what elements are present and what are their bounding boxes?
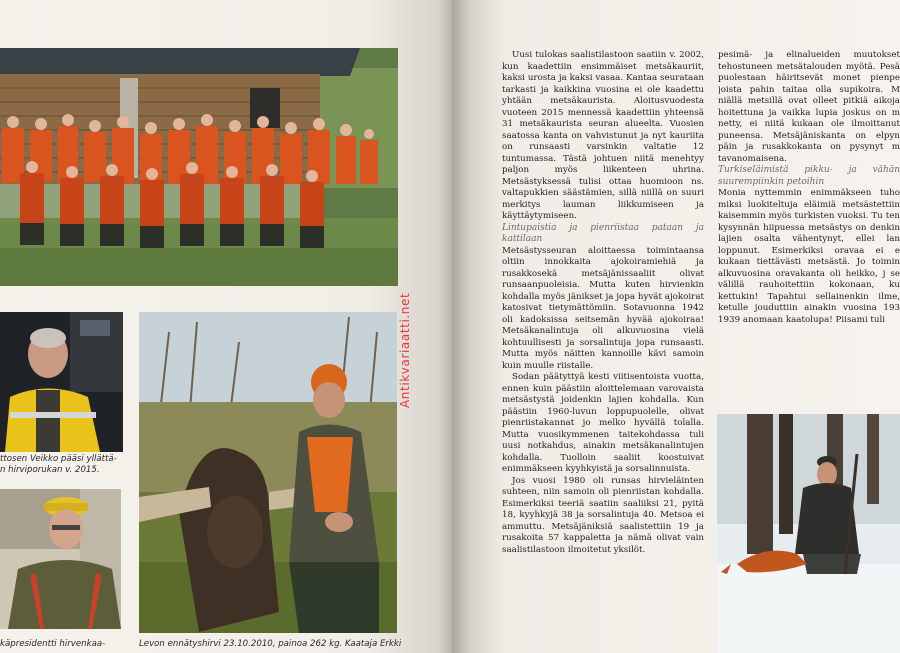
photo-hunting-group — [0, 48, 398, 286]
paragraph-3: Sodan päätyttyä kesti viitisentoista vuotta, ennen kuin päästiin aloittelemaan varovaista metsästystä joidenkin lajien kohdalla. Kun päästiin 1960-luvun loppupuolelle, olivat pienriistakannat jo melko hyvällä tolalla. Mutta vuosikymmenen taitekohdassa tuli uusi notkahdus, ainakin metsäkanalintujen kohdalla. Tuolloin saaliit koostuivat enimmäkseen kyyhkyistä ja sorsalinnuista. — [502, 372, 704, 474]
photo-portrait-presidentti — [0, 489, 121, 629]
caption-veikko: ttosen Veikko pääsi yllättä- — [0, 454, 117, 464]
caption-moose: Levon ennätyshirvi 23.10.2010, painoa 262 kg. Kaataja Erkki — [139, 639, 401, 649]
watermark: Antikvariaatti.net — [398, 292, 412, 408]
subheading-turkiselaimista: Turkiseläimistä pikku- ja vähän suurempiinkin petoihin — [718, 165, 900, 187]
caption-presidentti: käpresidentti hirvenkaa- — [0, 639, 106, 649]
text-column-1 — [502, 50, 704, 653]
text-column-2 — [718, 50, 900, 405]
photo-fox-hunter — [717, 414, 900, 653]
paragraph-1: Uusi tulokas saalistilastoon saatiin v. 2002, kun kaadettiin ensimmäiset metsäkauriit, kaksi urosta ja kaksi vasaa. Kantaa seurataan tarkasti ja kaikkina vuosina ei ole kaadettu yhtään metsäkaurista. Aloitusvuodesta vuoteen 2015 mennessä kaadettiin yhteensä 31 metsäkaurista seuran alueelta. Vuosien saatossa kanta on vahvistunut ja nyt kauriita on runsaasti varsinkin valtatie 12 tuntumassa. Tästä johtuen niitä menehtyy paljon myös liikenteen uhrina. Metsästyksessä tulisi ottaa huomioon ns. valtapukkien säästämien, sillä niillä on suuri merkitys lauman liikkumiseen ja käyttäytymiseen. — [502, 50, 704, 221]
paragraph-col2-1: pesimä- ja elinalueiden muutokset tehostuneen metsätalouden myötä. Pesä puolestaan häiritsevät monet pienpe joista pahin taitaa olla supikoira. M niällä metsillä ovat olleet pitkiä aikoja hoitettuna ja vaikka lupia joskus on m netty, ei niitä kukaan ole ilmoittanut puneensa. Metsäjäniskanta on elpyn päin ja rusakkokanta on pysynyt m tavanomaisena. — [718, 50, 900, 164]
paragraph-2: Metsästysseuran aloittaessa toimintaansa oltiin innokkaita ajokoiramiehiä ja rusakkosekä metsäjänissaaliit olivat runsaanpuoleisia. Mutta kuten hirvienkin kohdalla myös jänikset ja jopa hyvät ajokoirat katosivat tietymättömiin. Sotavuonna 1942 oli kadoksissa seitsemän hyvää ajokoiraa! Metsäkanalintuja oli alkuvuosina vielä kohtuullisesti ja sorsalintuja jopa runsaasti. Mutta myös näitten kannoille kävi samoin kuin muulle riistalle. — [502, 245, 704, 371]
photo-moose-record — [139, 312, 397, 633]
subheading-lintupaistia: Lintupaistia ja pienriistaa pataan ja kattilaan — [502, 222, 704, 244]
photo-portrait-veikko — [0, 312, 123, 452]
paragraph-col2-2: Monia nyttemmin enimmäkseen tuho miksi luokiteltuja eläimiä metsästettiin kaisemmin myös turkisten vuoksi. Tu ten kysynnän hiipuessa metsästys on denkin lajien osalta vähentynyt, ellei lan loppunut. Esimerkiksi oravaa ei e kukaan tiettävästi metsästä. Jo toimin alkuvuosina oravakanta oli heikko, j se välillä rauhoitettiin kokonaan, ku kettukin! Tapahtui sellainenkin ilme, ketulle jouduttiin ainakin vuosina 193 1939 anomaan kaatolupa! Piisami tuli — [718, 188, 900, 325]
paragraph-4: Jos vuosi 1980 oli runsas hirvieläinten suhteen, niin samoin oli pienriistan kohdalla. Esimerkiksi teeriä saatiin saaliiksi 21, pyitä 18, kyyhkyjä 38 ja sorsalintuja 40. Metsoa ei ammuttu. Metsäjäniksiä saalistettiin 19 ja rusakoita 57 kappaletta ja nämä olivat vain saalistilastoon ilmoitetut yksilöt. — [502, 475, 704, 555]
caption-veikko-line2: n hirviporukan v. 2015. — [0, 465, 100, 475]
